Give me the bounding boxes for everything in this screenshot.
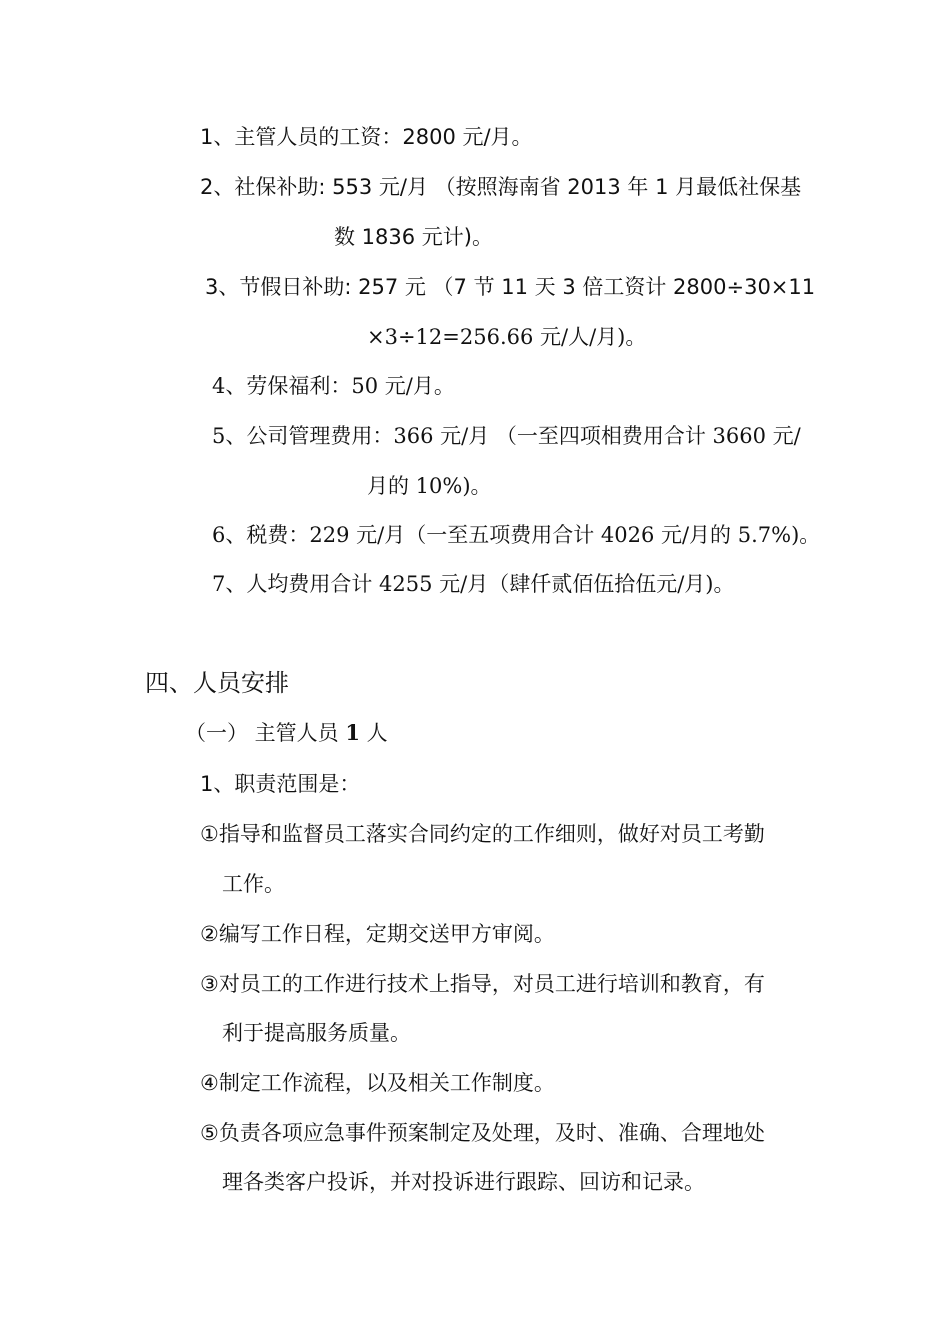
duty-2: ②编写工作日程，定期交送甲方审阅。 <box>200 922 555 946</box>
section-heading: 四、人员安排 <box>145 669 289 697</box>
duties-title: 1、职责范围是： <box>200 772 361 796</box>
cost-item-3-line2: ×3÷12=256.66 元/人/月)。 <box>367 325 647 349</box>
cost-item-5-line1: 5、公司管理费用：366 元/月 （一至四项相费用合计 3660 元/ <box>212 424 801 448</box>
cost-item-4: 4、劳保福利：50 元/月。 <box>212 374 455 398</box>
subsection-heading <box>185 718 388 748</box>
cost-item-6: 6、税费：229 元/月（一至五项费用合计 4026 元/月的 5.7%)。 <box>212 523 821 547</box>
duty-3-line1: ③对员工的工作进行技术上指导，对员工进行培训和教育，有 <box>200 972 765 996</box>
cost-item-5-line2: 月的 10%)。 <box>367 474 492 498</box>
cost-item-2-line2: 数 1836 元计)。 <box>334 225 493 249</box>
duty-1-line1: ①指导和监督员工落实合同约定的工作细则，做好对员工考勤 <box>200 822 765 846</box>
cost-item-1: 1、主管人员的工资：2800 元/月。 <box>200 125 533 149</box>
cost-item-3-line1: 3、节假日补助: 257 元 （7 节 11 天 3 倍工资计 2800÷30×11 <box>205 275 816 299</box>
duty-3-line2: 利于提高服务质量。 <box>222 1021 411 1045</box>
cost-item-7: 7、人均费用合计 4255 元/月（肆仟贰佰伍拾伍元/月)。 <box>212 572 735 596</box>
duty-5-line2: 理各类客户投诉，并对投诉进行跟踪、回访和记录。 <box>222 1170 705 1194</box>
duty-4: ④制定工作流程，以及相关工作制度。 <box>200 1071 555 1095</box>
duty-1-line2: 工作。 <box>222 872 285 896</box>
duty-5-line1: ⑤负责各项应急事件预案制定及处理，及时、准确、合理地处 <box>200 1121 765 1145</box>
subsection-count: 1 <box>345 720 360 745</box>
subsection-prefix: （一） 主管人员 <box>185 721 346 745</box>
subsection-suffix: 人 <box>359 721 388 745</box>
cost-item-2-line1: 2、社保补助: 553 元/月 （按照海南省 2013 年 1 月最低社保基 <box>200 175 802 199</box>
